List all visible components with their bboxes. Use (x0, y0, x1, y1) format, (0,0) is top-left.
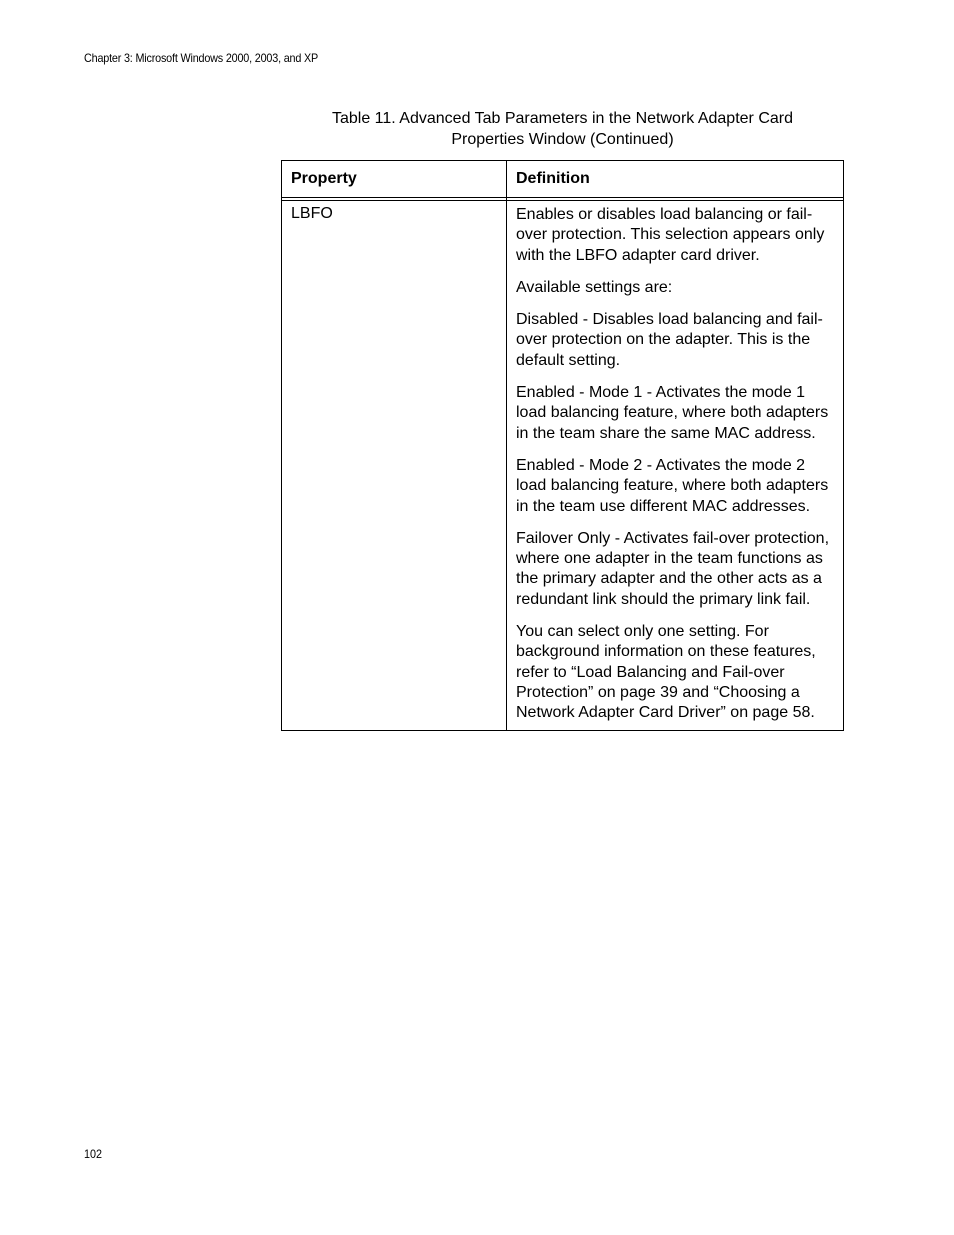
table-header-row (282, 161, 843, 198)
page-number: 102 (84, 1147, 103, 1161)
definition-paragraph: Failover Only - Activates fail-over protection, where one adapter in the team functions as the primary adapter and the other acts as a redundant link should the primary link fail. (516, 529, 830, 608)
column-header-property: Property (282, 161, 507, 197)
table-row (282, 201, 843, 730)
running-header: Chapter 3: Microsoft Windows 2000, 2003, and XP (84, 51, 319, 65)
property-cell: LBFO (282, 201, 507, 730)
definition-paragraph: Available settings are: (516, 278, 673, 296)
definition-paragraph: Enables or disables load balancing or fail-over protection. This selection appears only with the LBFO adapter card driver. (516, 206, 825, 264)
table-caption (282, 108, 843, 150)
definition-cell (507, 201, 843, 730)
definition-paragraph: Disabled - Disables load balancing and fail-over protection on the adapter. This is the default setting. (516, 311, 823, 369)
definition-paragraph: You can select only one setting. For background information on these features, refer to “Load Balancing and Fail-over Protection” on page 39 and “Choosing a Network Adapter Card Driver” on page 58. (516, 623, 816, 722)
column-header-definition: Definition (516, 170, 590, 187)
table-caption-line-1: Table 11. Advanced Tab Parameters in the Network Adapter Card (331, 110, 793, 127)
table-caption-line-2: Properties Window (Continued) (451, 131, 674, 148)
parameters-table (281, 160, 844, 731)
definition-paragraph: Enabled - Mode 1 - Activates the mode 1 load balancing feature, where both adapters in the team share the same MAC address. (516, 384, 829, 442)
definition-paragraph: Enabled - Mode 2 - Activates the mode 2 load balancing feature, where both adapters in the team use different MAC addresses. (516, 456, 829, 515)
